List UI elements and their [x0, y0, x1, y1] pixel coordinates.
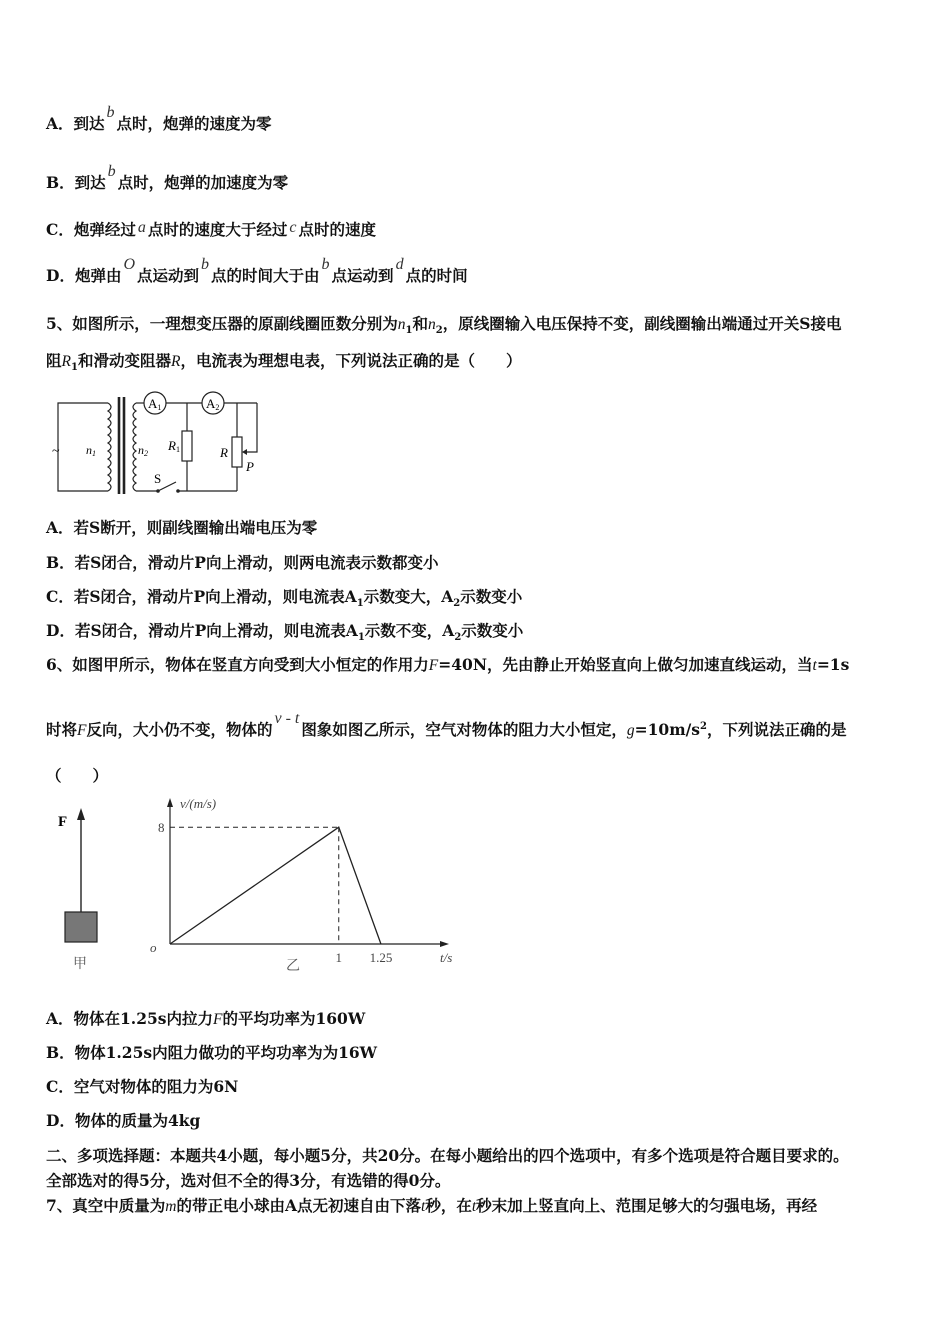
q5-option-d: D．若S闭合，滑动片P向上滑动，则电流表$A_1$示数不变，$A_2$示数变小: [46, 621, 524, 644]
q4-option-b: B．到达b点时，炮弹的加速度为零: [46, 163, 289, 192]
q4-option-d: D．炮弹由O点运动到b点的时间大于由b点运动到d点的时间: [46, 256, 468, 285]
force-f-label: F: [58, 814, 68, 830]
q6-option-b: B．物体1.25s内阻力做功的平均功率为为16W: [46, 1043, 378, 1062]
q5-option-a: A．若S断开，则副线圈输出端电压为零: [46, 518, 318, 537]
q5-stem-line2: 阻$R_1$和滑动变阻器R，电流表为理想电表，下列说法正确的是（ ）: [46, 351, 522, 374]
tilde-label: ~: [52, 444, 60, 459]
q6-stem-line2: 时将F反向，大小仍不变，物体的v - t图象如图乙所示，空气对物体的阻力大小恒定，$g=10m/s^2$，下列说法正确的是: [46, 710, 847, 740]
y-tick-label-8: 8: [158, 820, 165, 836]
n1-label: n1: [86, 443, 96, 458]
transformer-circuit-figure: [50, 387, 265, 497]
y-axis-label: v/(m/s): [180, 796, 217, 811]
x-axis-label: t/s: [440, 950, 453, 965]
r-label: R: [220, 445, 228, 460]
vt-chart: [140, 790, 465, 980]
q6-option-c: C．空气对物体的阻力为6N: [46, 1077, 239, 1096]
force-block-figure: [48, 800, 108, 975]
section2-heading-line2: 全部选对的得5分，选对但不全的得3分，有选错的得0分。: [46, 1171, 451, 1190]
q6-stem-line1: 6、如图甲所示，物体在竖直方向受到大小恒定的作用力F=40N，先由静止开始竖直向上做匀加速直线运动，当t=1s: [46, 655, 850, 674]
ammeter-a2-label: A2: [206, 396, 220, 412]
series-line: [170, 827, 381, 944]
section2-heading-line1: 二、多项选择题：本题共4小题，每小题5分，共20分。在每小题给出的四个选项中，有多个选项是符合题目要求的。: [46, 1146, 849, 1165]
q5-option-b: B．若S闭合，滑动片P向上滑动，则两电流表示数都变小: [46, 553, 439, 572]
q6-option-d: D．物体的质量为4kg: [46, 1111, 201, 1130]
origin-label: o: [150, 940, 157, 955]
x-tick-label-1: 1: [335, 950, 342, 965]
p-label: P: [246, 459, 254, 474]
switch-s-label: S: [154, 471, 162, 486]
q6-stem-line3: （ ）: [46, 766, 109, 785]
chart-caption: 乙: [286, 959, 300, 974]
ammeter-a1-label: A1: [148, 396, 162, 412]
r1-label: R1: [168, 438, 180, 454]
x-tick-label-1.25: 1.25: [369, 950, 393, 965]
q7-stem-line1: 7、真空中质量为m的带正电小球由A点无初速自由下落t秒，在t秒末加上竖直向上、范围足够大的匀强电场，再经: [46, 1196, 818, 1215]
figure-jia-caption: 甲: [73, 957, 87, 972]
q5-option-c: C．若S闭合，滑动片P向上滑动，则电流表$A_1$示数变大，$A_2$示数变小: [46, 587, 523, 610]
q4-option-a: A．到达b点时，炮弹的速度为零: [46, 104, 272, 133]
n2-label: n2: [138, 443, 148, 458]
q6-option-a: A．物体在1.25s内拉力F的平均功率为160W: [46, 1009, 366, 1028]
q5-stem-line1: 5、如图所示，一理想变压器的原副线圈匝数分别为$n_1$和$n_2$，原线圈输入电压保持不变，副线圈输出端通过开关S接电: [46, 314, 842, 337]
q4-option-c: C．炮弹经过 a 点时的速度大于经过 c 点时的速度: [46, 219, 376, 239]
